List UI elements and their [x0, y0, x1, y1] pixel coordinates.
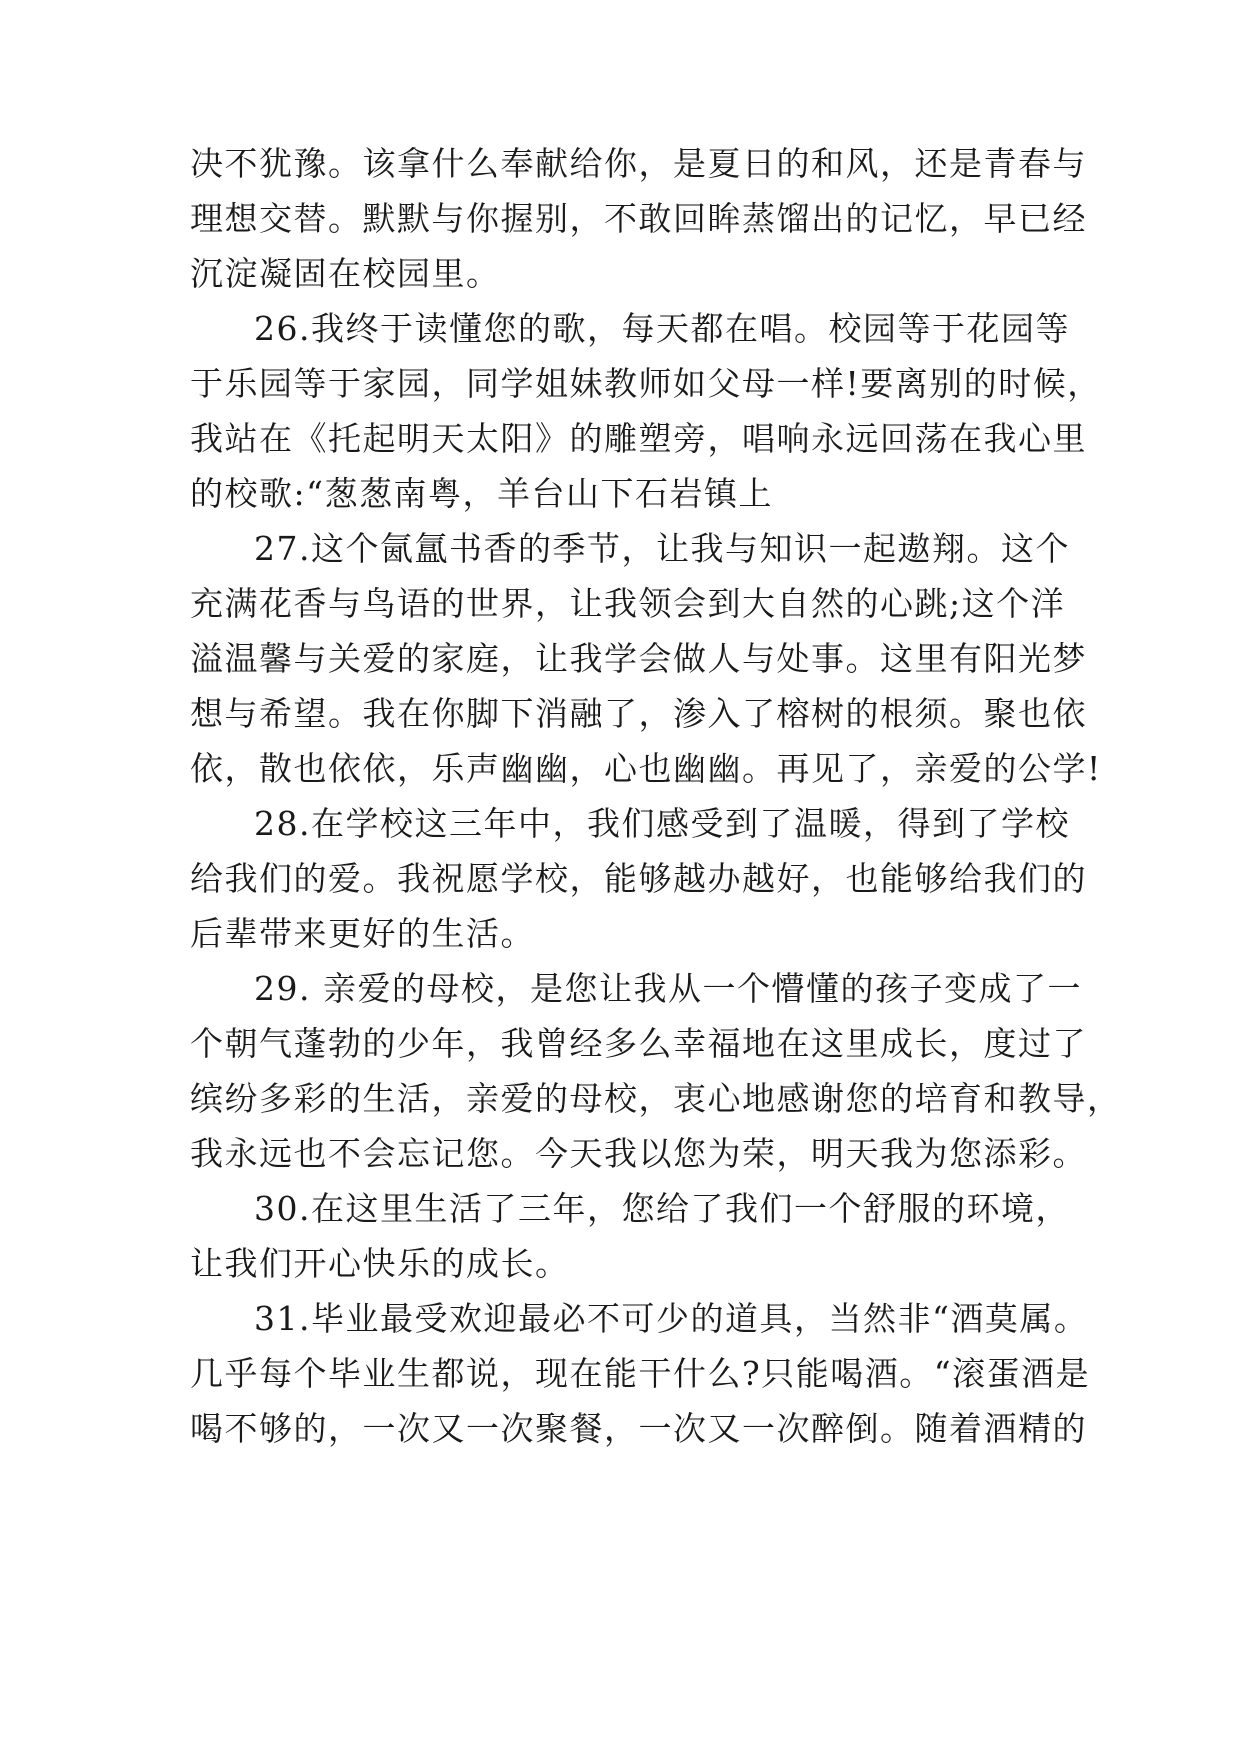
text-line: 缤纷多彩的生活，亲爱的母校，衷心地感谢您的培育和教导，: [190, 1079, 1122, 1118]
text-line: 我站在《托起明天太阳》的雕塑旁，唱响永远回荡在我心里: [190, 419, 1087, 458]
text-line: 沉淀凝固在校园里。: [190, 254, 501, 293]
text-line: 28.在学校这三年中，我们感受到了温暖，得到了学校: [254, 804, 1070, 843]
text-line: 30.在这里生活了三年，您给了我们一个舒服的环境，: [254, 1189, 1070, 1228]
text-line: 想与希望。我在你脚下消融了，渗入了榕树的根须。聚也依: [190, 694, 1087, 733]
text-line: 理想交替。默默与你握别，不敢回眸蒸馏出的记忆，早已经: [190, 199, 1087, 238]
text-line: 27.这个氤氲书香的季节，让我与知识一起遨翔。这个: [254, 529, 1070, 568]
text-line: 于乐园等于家园，同学姐妹教师如父母一样!要离别的时候，: [190, 364, 1102, 403]
text-line: 依，散也依依，乐声幽幽，心也幽幽。再见了，亲爱的公学!: [190, 749, 1102, 788]
text-line: 溢温馨与关爱的家庭，让我学会做人与处事。这里有阳光梦: [190, 639, 1087, 678]
text-line: 后辈带来更好的生活。: [190, 914, 535, 953]
text-line: 31.毕业最受欢迎最必不可少的道具，当然非“酒莫属。: [254, 1299, 1089, 1338]
text-line: 喝不够的，一次又一次聚餐，一次又一次醉倒。随着酒精的: [190, 1409, 1087, 1448]
text-line: 给我们的爱。我祝愿学校，能够越办越好，也能够给我们的: [190, 859, 1087, 898]
text-line: 26.我终于读懂您的歌，每天都在唱。校园等于花园等: [254, 309, 1070, 348]
text-line: 个朝气蓬勃的少年，我曾经多么幸福地在这里成长，度过了: [190, 1024, 1087, 1063]
text-line: 几乎每个毕业生都说，现在能干什么?只能喝酒。“滚蛋酒是: [190, 1354, 1091, 1393]
text-line: 29. 亲爱的母校，是您让我从一个懵懂的孩子变成了一: [254, 969, 1082, 1008]
text-line: 决不犹豫。该拿什么奉献给你，是夏日的和风，还是青春与: [190, 144, 1087, 183]
text-line: 让我们开心快乐的成长。: [190, 1244, 570, 1283]
text-line: 充满花香与鸟语的世界，让我领会到大自然的心跳;这个洋: [190, 584, 1066, 623]
text-line: 的校歌:“葱葱南粤，羊台山下石岩镇上: [190, 474, 773, 513]
text-line: 我永远也不会忘记您。今天我以您为荣，明天我为您添彩。: [190, 1134, 1087, 1173]
